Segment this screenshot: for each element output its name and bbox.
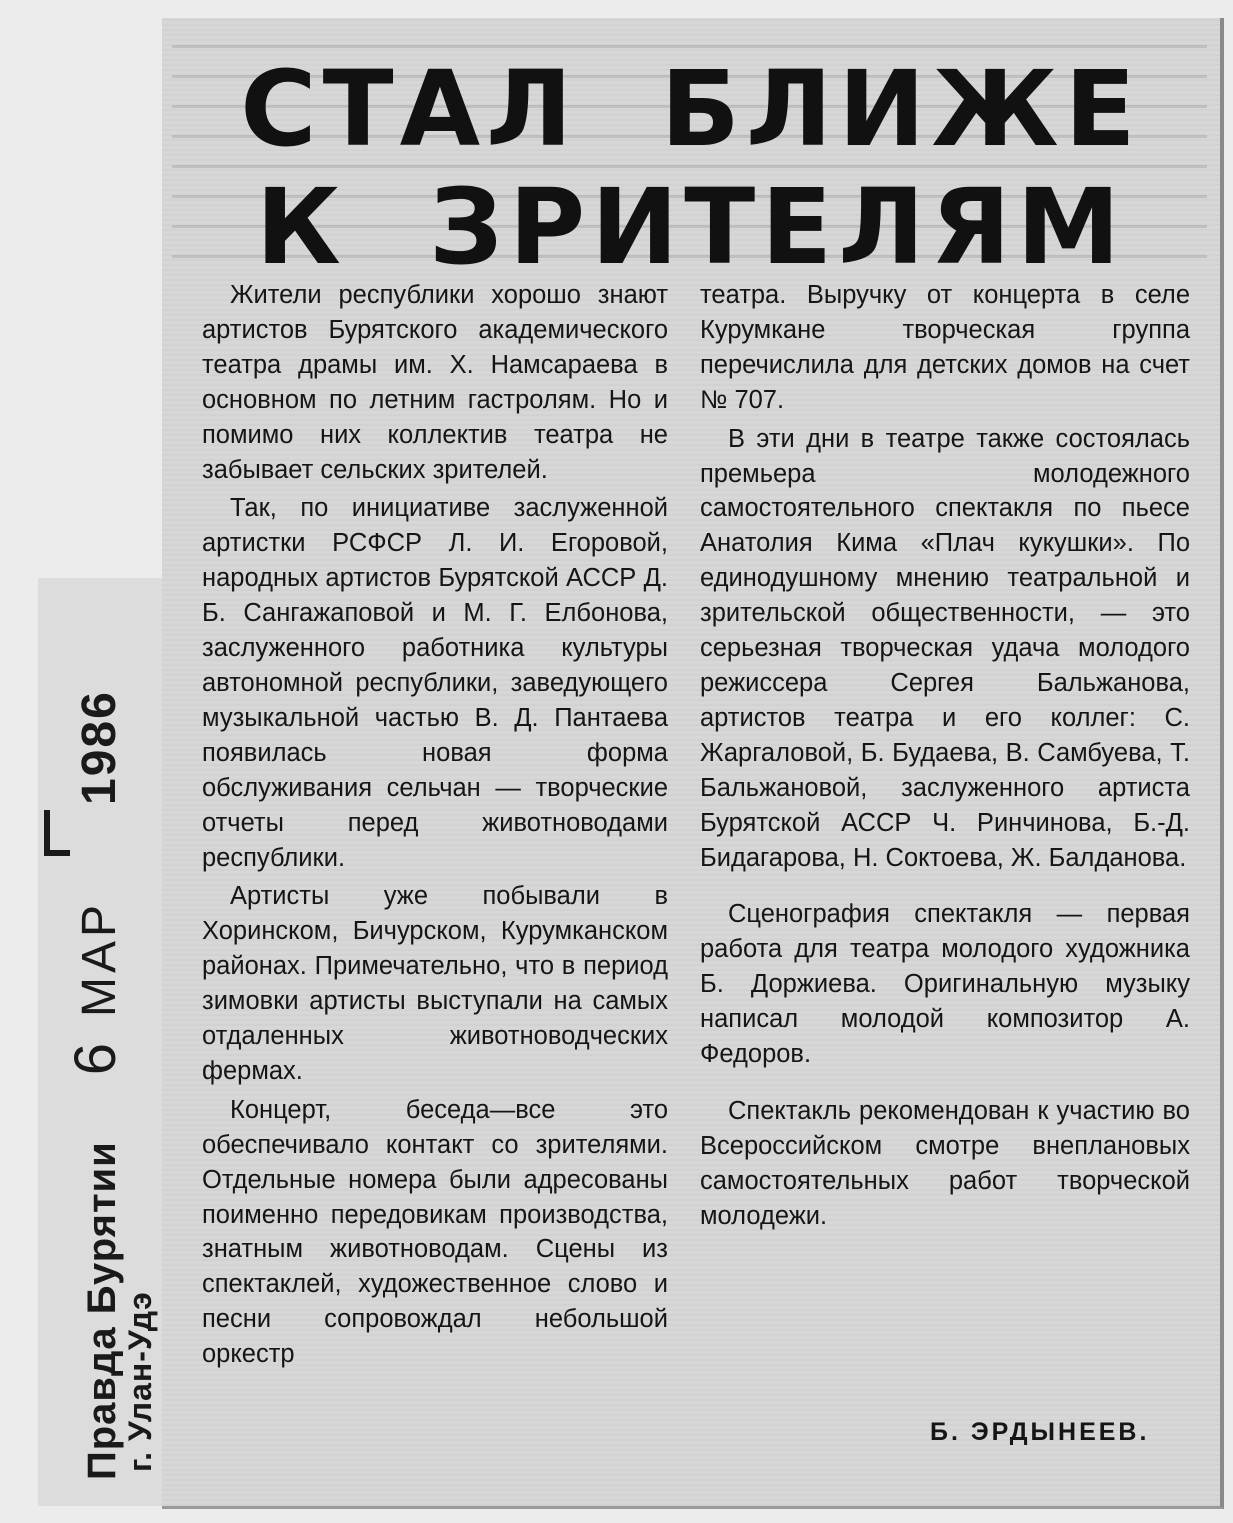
paragraph: Сценография спектакля — первая работа для театра молодого художника Б. Доржиева. Оригинальную музыку написал молодой композитор А. Федоров. [700,900,1190,1069]
headline-line-1: СТАЛ БЛИЖЕ [240,48,1142,170]
paragraph: Так, по инициативе заслуженной артистки РСФСР Л. И. Егоровой, народных артистов Бурятской АССР Д. Б. Сангажаповой и М. Г. Елбонова, заслуженного работника культуры автономной республики, заведующего музыкальной частью В. Д. Пантаева появилась новая форма обслуживания сельчан — творческие отчеты перед животноводами республики. [202,494,668,872]
article-headline [162,50,1220,286]
date-stamp [62,690,159,1480]
stamp-year: 1986 [73,690,126,805]
stamp-city: г. Улан-Удэ [122,1291,158,1472]
stamp-newspaper-name: Правда Бурятии [80,1141,124,1480]
paragraph: театра. Выручку от концерта в селе Курумкане творческая группа перечислила для детских домов на счет № 707. [700,281,1190,414]
paragraph: Артисты уже побывали в Хоринском, Бичурском, Курумканском районах. Примечательно, что в период зимовки артисты выступали на самых отдаленных животноводческих фермах. [202,882,668,1085]
article-author: Б. ЭРДЫНЕЕВ. [930,1418,1150,1446]
paragraph: В эти дни в театре также состоялась премьера молодежного самостоятельного спектакля по пьесе Анатолия Кима «Плач кукушки». По единодушному мнению театральной и зрительской общественности, — это серьезная творческая удача молодого режиссера Сергея Бальжанова, артистов театра и его коллег: С. Жаргаловой, Б. Будаева, В. Самбуева, Т. Бальжановой, заслуженного артиста Бурятской АССР Ч. Ринчинова, Б.-Д. Бидагарова, Н. Соктоева, Ж. Балданова. [700,424,1190,872]
stamp-month: МАР [73,900,126,1017]
headline-line-2: К ЗРИТЕЛЯМ [255,166,1127,288]
paragraph: Концерт, беседа—все это обеспечивало контакт со зрителями. Отдельные номера были адресованы поименно передовикам производства, знатным животноводам. Сцены из спектаклей, художественное слово и песни сопровождал небольшой оркестр [202,1095,668,1369]
article-column-right [700,278,1190,1238]
paragraph: Спектакль рекомендован к участию во Всероссийском смотре внеплановых самостоятельных работ творческой молодежи. [700,1096,1190,1230]
paragraph: Жители республики хорошо знают артистов Бурятского академического театра драмы им. Х. Намсараева в основном по летним гастролям. Но и помимо них коллектив театра не забывает сельских зрителей. [202,281,668,484]
article-column-left [202,278,668,1376]
stamp-day: 6 [63,1043,128,1076]
